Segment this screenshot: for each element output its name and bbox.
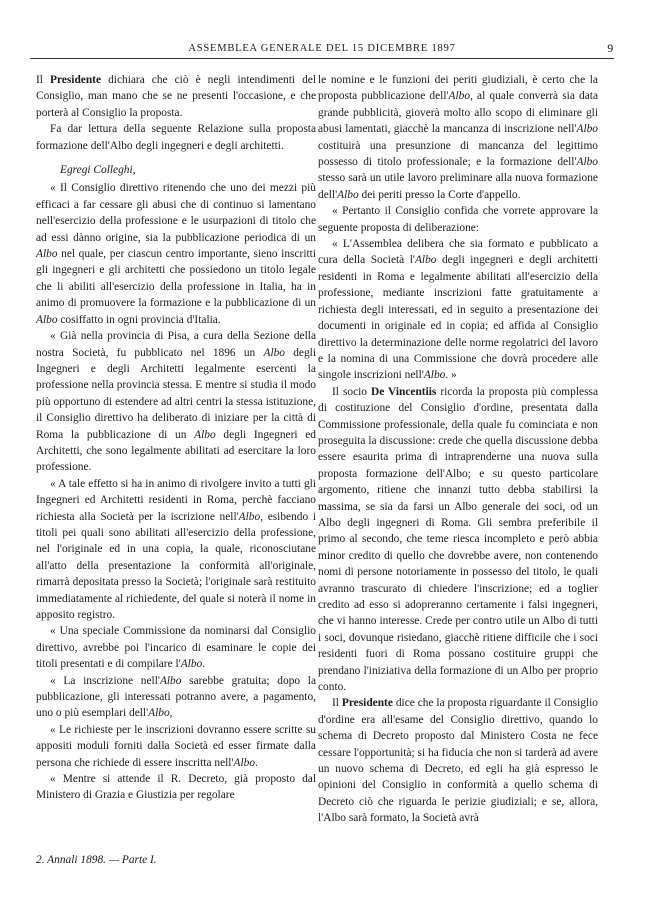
paragraph: Il socio De Vincentiis ricorda la proposta più complessa di costituzione del Consiglio d'ordine, presentata dalla Commissione professionale, della quale fu cominciata e non proseguita la discussione: crede che quella discussione debba essere esaurita prima di intraprenderne una nuova sulla proposta formazione dell'Albo; e su questo particolare argomento, ritiene che innanzi tutto debba stabilirsi la massima, se sia da farsi un Albo generale dei soci, od un Albo degli ingegneri di Roma. Gli sembra preferibile il primo al secondo, che teme riesca incompleto e però abbia minor credito di quello che dovrebbe avere, non contenendo nomi di persone notoriamente in possesso del titolo, le quali avranno trascurato di chiedere l'inscrizione; ed a toglier credito ad esso si adopreranno certamente i falsi ingegneri, che vi hanno interesse. Crede per contro utile un Albo di tutti i soci, dovunque risiedano, giacchè ritiene difficile che i soci residenti fuori di Roma possano costituire gruppi che prendano l'iniziativa della formazione di un Albo per proprio conto. — [318, 385, 598, 694]
paragraph: Fa dar lettura della seguente Relazione sulla proposta formazione dell'Albo degli ingegneri e degli architetti. — [36, 123, 316, 152]
running-header — [30, 38, 614, 59]
paragraph: « La inscrizione nell'Albo sarebbe gratuita; dopo la pubblicazione, gli interessati potranno avere, a pagamento, uno o più esemplari dell'Albo, — [36, 674, 317, 720]
page-footer: 2. Annali 1898. — Parte I. — [36, 854, 157, 866]
paragraph: « A tale effetto si ha in animo di rivolgere invito a tutti gli Ingegneri ed Architetti residenti in Roma, perchè facciano richiesta alla Società per la iscrizione nell'Albo, esibendo i titoli pei quali sono abilitati all'esercizio della professione, nel l'originale ed in una copia, la quale, riconosciutane all'atto della presentazione la conformità all'originale, rimarrà depositata presso la Società; l'originale sarà restituito immediatamente al richiedente, del quale si noterà il nome in apposito registro. — [36, 477, 317, 621]
left-column — [36, 72, 316, 804]
paragraph: Il Presidente dice che la proposta riguardante il Consiglio d'ordine era all'esame del Consiglio direttivo, quando lo schema di Decreto proposto dal Ministero Costa ne fece cessare l'opportunità; si ha fiducia che non si tarderà ad avere un nuovo schema di Decreto, ed egli ha già espresso le opinioni del Consiglio in conformità a quello schema di Decreto ciò che riguarda le perizie giudiziali; e se, allora, l'Albo sarà formato, la Società avrà — [318, 697, 598, 825]
paragraph: le nomine e le funzioni dei periti giudiziali, è certo che la proposta pubblicazione dell'Albo, al quale converrà sia data grande pubblicità, gioverà molto allo scopo di eliminare gli abusi lamentati, giacchè la mancanza di inscrizione nell'Albo costituirà una presunzione di mancanza del legittimo possesso di titolo professionale; e la formazione dell'Albo stesso sarà un utile lavoro preliminare alla nuova formazione dell'Albo dei periti presso la Corte d'appello. — [318, 74, 598, 201]
paragraph: « Già nella provincia di Pisa, a cura della Sezione della nostra Società, fu pubblicato nel 1896 un Albo degli Ingegneri e degli Architetti legalmente esercenti la professione nella provincia stessa. E mentre si studia il modo più opportuno di estendere ad altri centri la stessa istituzione, il Consiglio direttivo ha deliberato di iniziare per la città di Roma la pubblicazione di un Albo degli Ingegneri ed Architetti, che sono legalmente abilitati ad esercitare la loro professione. — [36, 330, 317, 474]
paragraph: « L'Assemblea delibera che sia formato e pubblicato a cura della Società l'Albo degli ingegneri e degli architetti residenti in Roma e legalmente abilitati all'esercizio della professione, mediante inscrizioni fatte gratuitamente a richiesta degli interessati, ed in seguito a presentazione dei documenti in originale ed in copia; ed affida al Consiglio direttivo la determinazione delle norme regolatrici del lavoro e la nomina di una Commissione che dovrà procedere alle singole inscrizioni nell'Albo. » — [318, 238, 599, 382]
page-number: 9 — [607, 41, 614, 55]
paragraph: « Il Consiglio direttivo ritenendo che uno dei mezzi più efficaci a far cessare gli abusi che di continuo si lamentano nell'esercizio della professione e le usurpazioni di titolo che ad essi dànno origine, sia la pubblicazione periodica di un Albo nel quale, per ciascun centro importante, sieno inscritti gli ingegneri e gli architetti che possiedono un titolo legale che li abiliti all'esercizio della professione in Italia, ha in animo di promuovere la formazione e la pubblicazione di un Albo cosiffatto in ogni provincia d'Italia. — [36, 182, 316, 326]
paragraph: « Mentre si attende il R. Decreto, già proposto dal Ministero di Grazia e Giustizia per regolare — [36, 773, 316, 802]
header-title: ASSEMBLEA GENERALE DEL 15 DICEMBRE 1897 — [188, 43, 456, 54]
salutation: Egregi Colleghi, — [60, 164, 136, 177]
paragraph: « Pertanto il Consiglio confida che vorrete approvare la seguente proposta di deliberazione: — [318, 205, 598, 234]
paragraph: « Una speciale Commissione da nominarsi dal Consiglio direttivo, avrebbe poi l'incarico di esaminare le copie dei titoli presentati e di compilare l'Albo. — [36, 625, 316, 671]
paragraph: « Le richieste per le inscrizioni dovranno essere scritte su appositi moduli forniti dalla Società ed esser firmate dalla persona che richiede di essere inscritta nell'Albo. — [36, 723, 316, 769]
paragraph: Il Presidente dichiara che ciò è negli intendimenti del Consiglio, man mano che se ne presenti l'occasione, e che porterà al Consiglio la proposta. — [36, 74, 316, 119]
right-column — [318, 72, 598, 827]
